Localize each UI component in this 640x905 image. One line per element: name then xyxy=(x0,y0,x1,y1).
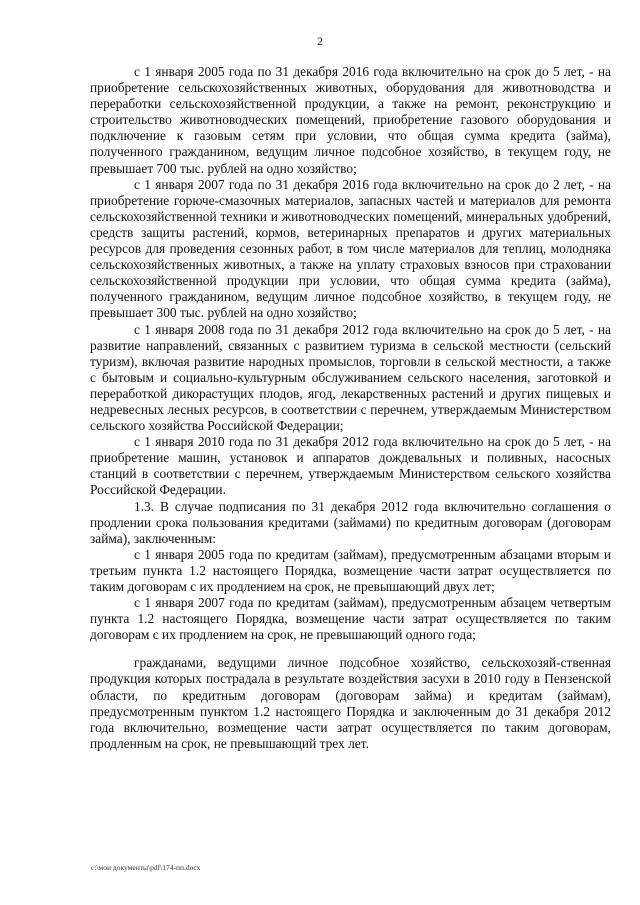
paragraph-extension-2005: с 1 января 2005 года по кредитам (займам), предусмотренным абзацами вторым и третьим пункта 1.2 настоящего Порядка, возмещение части затрат осуществляется по таким договорам с их продлением на срок, не превышающий двух лет; xyxy=(90,546,611,594)
footer-file-path: c:\мои документы\pdf\174-пп.docx xyxy=(91,863,201,872)
paragraph-credit-2005: с 1 января 2005 года по 31 декабря 2016 года включительно на срок до 5 лет, - на приобретение сельскохозяйственных животных, оборудования для животноводства и переработки сельскохозяйственной продукции, а также на ремонт, реконструкцию и строительство животноводческих помещений, приобретение газового оборудования и подключение к газовым сетям при условии, что общая сумма кредита (займа), полученного гражданином, ведущим личное подсобное хозяйство, в текущем году, не превышает 700 тыс. рублей на одно хозяйство; xyxy=(90,64,611,176)
paragraph-drought-2010: гражданами, ведущими личное подсобное хозяйство, сельскохозяй-ственная продукция которых пострадала в результате воздействия засухи в 2010 году в Пензенской области, по кредитным договорам (договорам займа) и кредитам (займам), предусмотренным пунктом 1.2 настоящего Порядка и заключенным до 31 декабря 2012 года включительно, возмещение части затрат осуществляется по таким договорам, продленным на срок, не превышающий трех лет. xyxy=(90,655,611,751)
paragraph-credit-2008: с 1 января 2008 года по 31 декабря 2012 года включительно на срок до 5 лет, - на развитие направлений, связанных с развитием туризма в сельской местности (сельский туризм), включая развитие народных промыслов, торговли в сельской местности, а также с бытовым и социально-культурным обслуживанием сельского населения, заготовкой и переработкой дикорастущих плодов, ягод, лекарственных растений и других пищевых и недревесных лесных ресурсов, в соответствии с перечнем, утверждаемым Министерством сельского хозяйства Российской Федерации; xyxy=(90,321,611,434)
document-body xyxy=(90,64,611,752)
paragraph-credit-2010: с 1 января 2010 года по 31 декабря 2012 года включительно на срок до 5 лет, - на приобретение машин, установок и аппаратов дождевальных и поливных, насосных станций в соответствии с перечнем, утверждаемым Министерством сельского хозяйства Российской Федерации. xyxy=(90,434,611,498)
paragraph-extension-2007: с 1 января 2007 года по кредитам (займам), предусмотренным абзацем четвертым пункта 1.2 настоящего Порядка, возмещение части затрат осуществляется по таким договорам с их продлением на срок, не превышающий одного года; xyxy=(90,595,611,643)
paragraph-clause-1-3: 1.3. В случае подписания по 31 декабря 2012 года включительно соглашения о продлении срока пользования кредитами (займами) по кредитным договорам (договорам займа), заключенным: xyxy=(90,498,611,546)
page-number: 2 xyxy=(317,34,323,48)
paragraph-credit-2007: с 1 января 2007 года по 31 декабря 2016 года включительно на срок до 2 лет, - на приобретение горюче-смазочных материалов, запасных частей и материалов для ремонта сельскохозяйственной техники и животноводческих помещений, минеральных удобрений, средств защиты растений, кормов, ветеринарных препаратов и других материальных ресурсов для проведения сезонных работ, в том числе материалов для теплиц, молодняка сельскохозяйственных животных, а также на уплату страховых взносов при страховании сельскохозяйственной продукции при условии, что общая сумма кредита (займа), полученного гражданином, ведущим личное подсобное хозяйство, в текущем году, не превышает 300 тыс. рублей на одно хозяйство; xyxy=(90,176,611,321)
